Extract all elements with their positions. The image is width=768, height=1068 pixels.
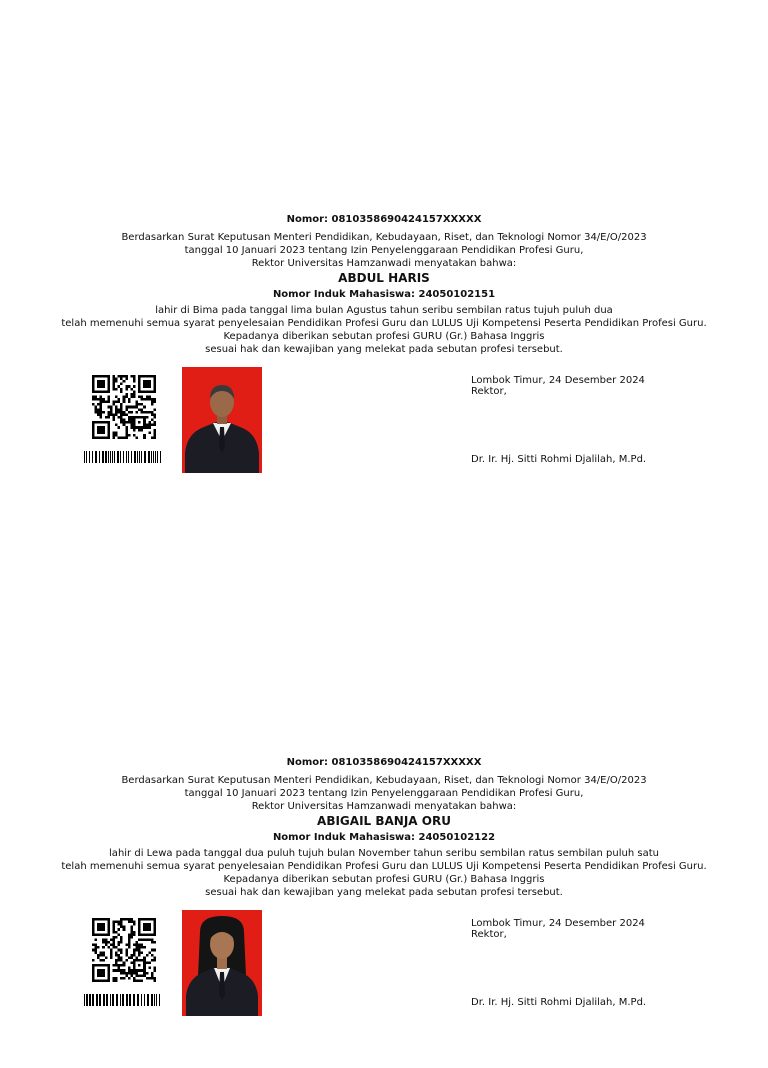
body-line-2: telah memenuhi semua syarat penyelesaian Pendidikan Profesi Guru dan LULUS Uji Kompetensi Peserta Pendidikan Profesi Guru. <box>61 861 707 872</box>
qr-code-icon <box>92 375 156 439</box>
basis-line-2: tanggal 10 Januari 2023 tentang Izin Penyelenggaraan Pendidikan Profesi Guru, <box>184 788 584 799</box>
body-line-2: telah memenuhi semua syarat penyelesaian Pendidikan Profesi Guru dan LULUS Uji Kompetensi Peserta Pendidikan Profesi Guru. <box>61 318 707 329</box>
body-line-4: sesuai hak dan kewajiban yang melekat pada sebutan profesi tersebut. <box>205 344 563 355</box>
graduate-name: ABIGAIL BANJA ORU <box>317 814 451 828</box>
barcode-icon <box>84 451 162 463</box>
body-line-1: lahir di Bima pada tanggal lima bulan Agustus tahun seribu sembilan ratus tujuh puluh dua <box>155 305 613 316</box>
place-date: Lombok Timur, 24 Desember 2024 <box>471 918 645 929</box>
graduate-photo <box>182 910 262 1016</box>
place-date: Lombok Timur, 24 Desember 2024 <box>471 375 645 386</box>
body-line-1: lahir di Lewa pada tanggal dua puluh tujuh bulan November tahun seribu sembilan ratus sembilan puluh satu <box>109 848 659 859</box>
certificate-2 <box>0 748 768 1068</box>
basis-line-2: tanggal 10 Januari 2023 tentang Izin Penyelenggaraan Pendidikan Profesi Guru, <box>184 245 584 256</box>
graduate-name: ABDUL HARIS <box>338 271 430 285</box>
barcode-icon <box>84 994 162 1006</box>
certificate-1 <box>0 205 768 525</box>
qr-code-icon <box>92 918 156 982</box>
basis-line-3: Rektor Universitas Hamzanwadi menyatakan bahwa: <box>251 258 517 269</box>
student-number: Nomor Induk Mahasiswa: 24050102151 <box>272 289 496 300</box>
signatory-position: Rektor, <box>471 929 507 940</box>
body-line-4: sesuai hak dan kewajiban yang melekat pada sebutan profesi tersebut. <box>205 887 563 898</box>
body-line-3: Kepadanya diberikan sebutan profesi GURU (Gr.) Bahasa Inggris <box>223 874 545 885</box>
certificate-number: Nomor: 0810358690424157XXXXX <box>286 214 482 225</box>
signatory-position: Rektor, <box>471 386 507 397</box>
basis-line-3: Rektor Universitas Hamzanwadi menyatakan bahwa: <box>251 801 517 812</box>
student-number: Nomor Induk Mahasiswa: 24050102122 <box>272 832 496 843</box>
basis-line-1: Berdasarkan Surat Keputusan Menteri Pendidikan, Kebudayaan, Riset, dan Teknologi Nomor 34/E/O/2023 <box>121 232 647 243</box>
certificate-number: Nomor: 0810358690424157XXXXX <box>286 757 482 768</box>
body-line-3: Kepadanya diberikan sebutan profesi GURU (Gr.) Bahasa Inggris <box>223 331 545 342</box>
graduate-photo <box>182 367 262 473</box>
signatory-name: Dr. Ir. Hj. Sitti Rohmi Djalilah, M.Pd. <box>471 997 647 1008</box>
signatory-name: Dr. Ir. Hj. Sitti Rohmi Djalilah, M.Pd. <box>471 454 647 465</box>
basis-line-1: Berdasarkan Surat Keputusan Menteri Pendidikan, Kebudayaan, Riset, dan Teknologi Nomor 34/E/O/2023 <box>121 775 647 786</box>
